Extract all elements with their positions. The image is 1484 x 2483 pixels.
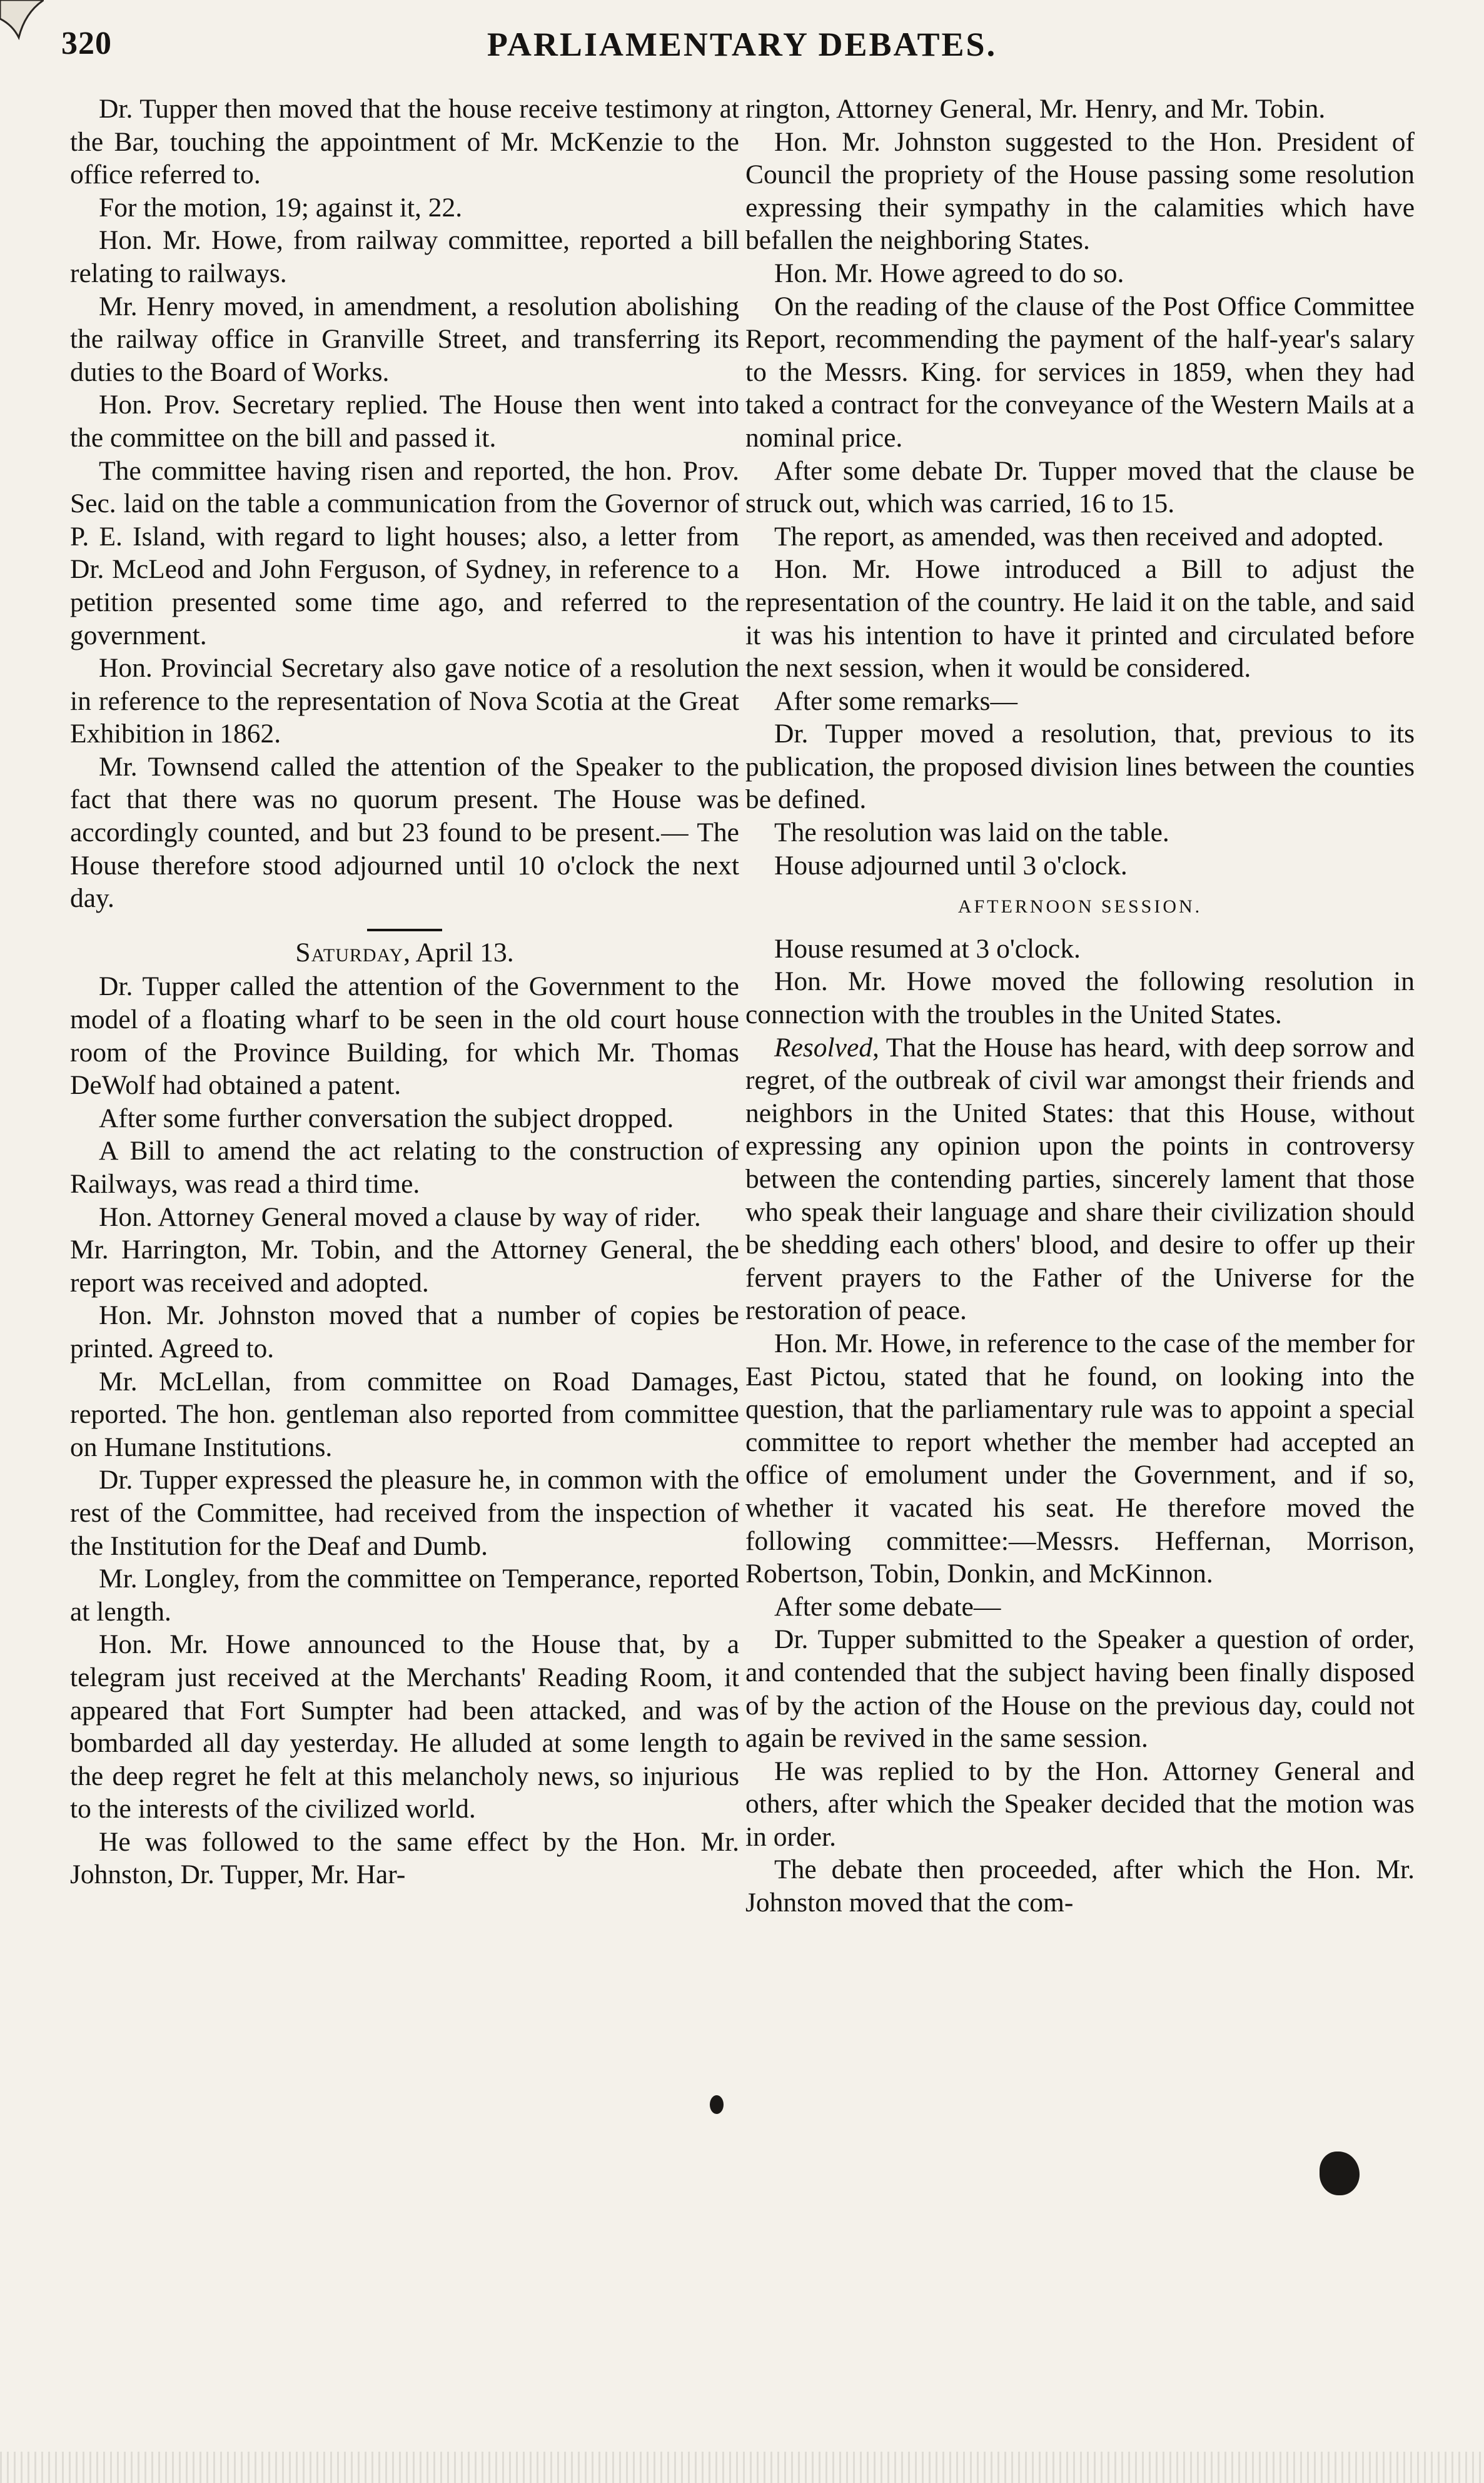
paragraph: Mr. Longley, from the committee on Temperance, reported at length. <box>70 1564 739 1627</box>
paragraph: Hon. Mr. Howe, from railway committee, reported a bill relating to railways. <box>70 225 739 288</box>
date-heading-date: , April 13. <box>403 937 514 968</box>
paragraph: House resumed at 3 o'clock. <box>774 933 1081 964</box>
running-head-title: PARLIAMENTARY DEBATES. <box>487 26 997 63</box>
paragraph: After some debate— <box>774 1591 1001 1622</box>
paragraph: A Bill to amend the act relating to the construction of Railways, was read a third time. <box>70 1136 739 1199</box>
paragraph: Dr. Tupper called the attention of the Government to the model of a floating wharf to be seen in the old court house room of the Province Building, for which Mr. Thomas DeWolf had obtained a patent. <box>70 971 739 1101</box>
paragraph: Hon. Attorney General moved a clause by way of rider. <box>99 1201 701 1232</box>
paragraph: Hon. Mr. Howe moved the following resolution in connection with the troubles in the United States. <box>745 966 1415 1030</box>
resolved-word: Resolved, <box>774 1032 879 1063</box>
paragraph: Dr. Tupper moved a resolution, that, previous to its publication, the proposed division lines between the counties be defined. <box>745 719 1415 815</box>
paragraph: Dr. Tupper expressed the pleasure he, in common with the rest of the Committee, had received from the inspection of the Institution for the Deaf and Dumb. <box>70 1465 739 1561</box>
paragraph-continuation: Mr. Harrington, Mr. Tobin, and the Attorney General, the report was received and adopted. <box>70 1235 739 1298</box>
scan-noise <box>0 2452 1484 2483</box>
paragraph: Dr. Tupper then moved that the house receive testimony at the Bar, touching the appointment of Mr. McKenzie to the office referred to. <box>70 94 739 190</box>
paragraph: After some debate Dr. Tupper moved that the clause be struck out, which was carried, 16 to 15. <box>745 455 1415 519</box>
paragraph: Hon. Prov. Secretary replied. The House then went into the committee on the bill and passed it. <box>70 390 739 453</box>
paragraph: Hon. Mr. Howe, in reference to the case of the member for East Pictou, stated that he found, on looking into the question, that the parliamentary rule was to appoint a special committee to report whether the member had accepted an office of emolument under the Government, and if so, whether it vacated his seat. He therefore moved the following committee:—Messrs. Heffernan, Morrison, Robertson, Tobin, Donkin, and McKinnon. <box>745 1328 1415 1589</box>
ink-speck <box>710 2095 724 2114</box>
section-divider <box>367 929 442 931</box>
paragraph: Hon. Mr. Howe agreed to do so. <box>774 258 1124 288</box>
resolution-text: That the House has heard, with deep sorrow and regret, of the outbreak of civil war amongst their friends and neighbors in the United States: that this House, without expressing any opinion upon the points in controversy between the contending parties, sincerely lament that those who speak their language and share their civilization should be shedding each others' blood, and desire to offer up their fervent prayers to the Father of the Universe for the restoration of peace. <box>745 1032 1415 1326</box>
date-heading <box>70 936 739 969</box>
ink-blot <box>1320 2152 1360 2195</box>
left-column <box>70 93 739 1891</box>
paragraph: The resolution was laid on the table. <box>774 817 1169 848</box>
paragraph: Mr. Townsend called the attention of the Speaker to the fact that there was no quorum present. The House was accordingly counted, and but 23 found to be present.— The House therefore stood adjourned until 10 o'clock the next day. <box>70 751 739 914</box>
paragraph: Hon. Mr. Johnston suggested to the Hon. President of Council the propriety of the House passing some resolution expressing their sympathy in the calamities which have befallen the neighboring States. <box>745 126 1415 256</box>
paragraph: Hon. Mr. Howe introduced a Bill to adjust the representation of the country. He laid it on the table, and said it was his intention to have it printed and circulated before the next session, when it would be considered. <box>745 554 1415 684</box>
paragraph: For the motion, 19; against it, 22. <box>99 192 463 223</box>
paragraph: On the reading of the clause of the Post Office Committee Report, recommending the payment of the half-year's salary to the Messrs. King. for services in 1859, when they had taked a contract for the conveyance of the Western Mails at a nominal price. <box>745 291 1415 453</box>
paragraph: After some remarks— <box>774 685 1017 716</box>
paragraph: Mr. Henry moved, in amendment, a resolution abolishing the railway office in Granville Street, and transferring its duties to the Board of Works. <box>70 291 739 387</box>
paragraph: House adjourned until 3 o'clock. <box>774 850 1128 881</box>
paragraph: The committee having risen and reported, the hon. Prov. Sec. laid on the table a communication from the Governor of P. E. Island, with regard to light houses; also, a letter from Dr. McLeod and John Ferguson, of Sydney, in reference to a petition presented some time ago, and referred to the government. <box>70 455 739 650</box>
right-column <box>745 93 1415 1919</box>
paragraph: The debate then proceeded, after which the Hon. Mr. Johnston moved that the com- <box>745 1854 1415 1918</box>
page-number: 320 <box>61 26 112 61</box>
paragraph: Mr. McLellan, from committee on Road Damages, reported. The hon. gentleman also reported from committee on Humane Institutions. <box>70 1366 739 1462</box>
paragraph: He was replied to by the Hon. Attorney General and others, after which the Speaker decided that the motion was in order. <box>745 1756 1415 1852</box>
resolution-paragraph <box>745 1031 1415 1327</box>
afternoon-session-heading: AFTERNOON SESSION. <box>957 896 1203 918</box>
paragraph-continuation: rington, Attorney General, Mr. Henry, and Mr. Tobin. <box>745 94 1326 124</box>
paragraph: Hon. Mr. Howe announced to the House that, by a telegram just received at the Merchants' Reading Room, it appeared that Fort Sumpter had been attacked, and was bombarded all day yesterday. He alluded at some length to the deep regret he felt at this melancholy news, so injurious to the interests of the civilized world. <box>70 1629 739 1824</box>
paragraph: After some further conversation the subject dropped. <box>99 1103 674 1133</box>
paragraph: Dr. Tupper submitted to the Speaker a question of order, and contended that the subject having been finally disposed of by the action of the House on the previous day, could not again be revived in the same session. <box>745 1624 1415 1754</box>
paragraph: He was followed to the same effect by the Hon. Mr. Johnston, Dr. Tupper, Mr. Har- <box>70 1826 739 1890</box>
paragraph: The report, as amended, was then received and adopted. <box>774 521 1384 552</box>
paragraph: Hon. Provincial Secretary also gave notice of a resolution in reference to the representation of Nova Scotia at the Great Exhibition in 1862. <box>70 653 739 749</box>
paragraph: Hon. Mr. Johnston moved that a number of copies be printed. Agreed to. <box>70 1300 739 1363</box>
date-heading-day: Saturday <box>295 937 404 968</box>
